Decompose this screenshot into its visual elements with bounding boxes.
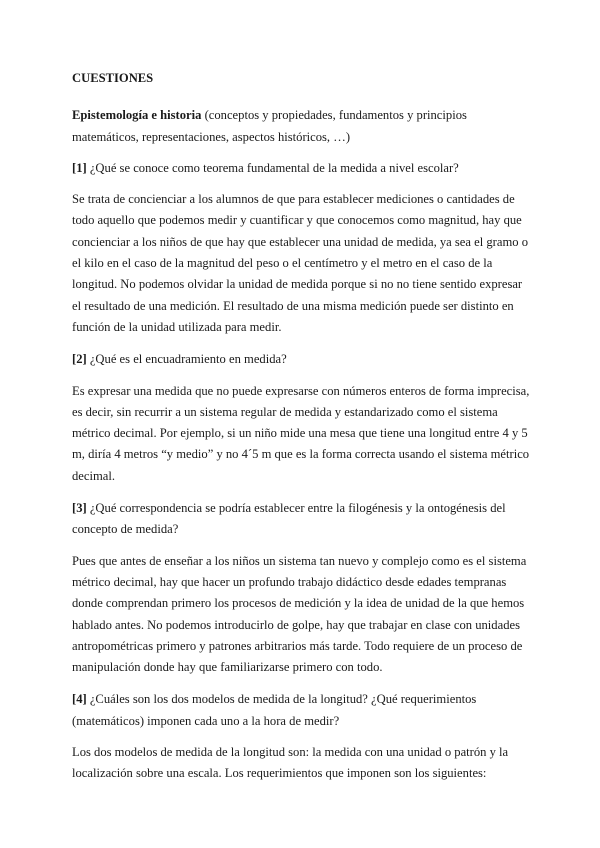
question-text: ¿Qué es el encuadramiento en medida?: [86, 352, 287, 367]
question-text: ¿Qué correspondencia se podría establecer entre la filogénesis y la ontogénesis del concepto de medida?: [72, 501, 506, 537]
section-heading: Epistemología e historia: [72, 108, 202, 123]
question-number: [1]: [72, 160, 87, 175]
question-number: [4]: [72, 692, 87, 707]
document-page: [72, 68, 530, 796]
answer-2: Es expresar una medida que no puede expresarse con números enteros de forma imprecisa, es decir, sin recurrir a un sistema regular de medida y estandarizado como el sistema métrico decimal. Por ejemplo, si un niño mide una mesa que tiene una longitud entre 4 y 5 m, diría 4 metros “y medio” y no 4´5 m que es la forma correcta usando el sistema métrico decimal.: [72, 383, 530, 483]
question-3: [72, 498, 530, 541]
answer-3: Pues que antes de enseñar a los niños un sistema tan nuevo y complejo como es el sistema métrico decimal, hay que hacer un profundo trabajo didáctico desde edades tempranas donde comprendan primero los procesos de medición y la idea de unidad de la que hemos hablado antes. No podemos introducirlo de golpe, hay que trabajar en clase con unidades antropométricas primero y patrones arbitrarios más tarde. Todo requiere de un proceso de manipulación donde hay que familiarizarse primero con todo.: [72, 553, 527, 675]
question-number: [2]: [72, 352, 87, 367]
document-title: CUESTIONES: [72, 71, 154, 85]
question-2: [72, 349, 530, 370]
question-text: ¿Cuáles son los dos modelos de medida de la longitud? ¿Qué requerimientos (matemáticos) imponen cada uno a la hora de medir?: [72, 692, 477, 728]
question-1: [72, 158, 530, 179]
answer-4: Los dos modelos de medida de la longitud son: la medida con una unidad o patrón y la localización sobre una escala. Los requerimientos que imponen son los siguientes:: [72, 745, 509, 781]
answer-1: Se trata de concienciar a los alumnos de que para establecer mediciones o cantidades de todo aquello que podemos medir y cuantificar y que conocemos como magnitud, hay que concienciar a los niños de que hay que establecer una unidad de medida, ya sea el gramo o el kilo en el caso de la magnitud del peso o el centímetro y el metro en el caso de la longitud. No podemos olvidar la unidad de medida porque si no no tiene sentido expresar el resultado de una medición. El resultado de una misma medición puede ser distinto en función de la unidad utilizada para medir.: [72, 192, 528, 334]
question-number: [3]: [72, 501, 87, 516]
question-text: ¿Qué se conoce como teorema fundamental de la medida a nivel escolar?: [86, 160, 459, 175]
section-description: (conceptos y propiedades, fundamentos y principios matemáticos, representaciones, aspectos históricos, …): [72, 108, 467, 144]
section-intro: [72, 105, 530, 148]
question-4: [72, 689, 530, 732]
